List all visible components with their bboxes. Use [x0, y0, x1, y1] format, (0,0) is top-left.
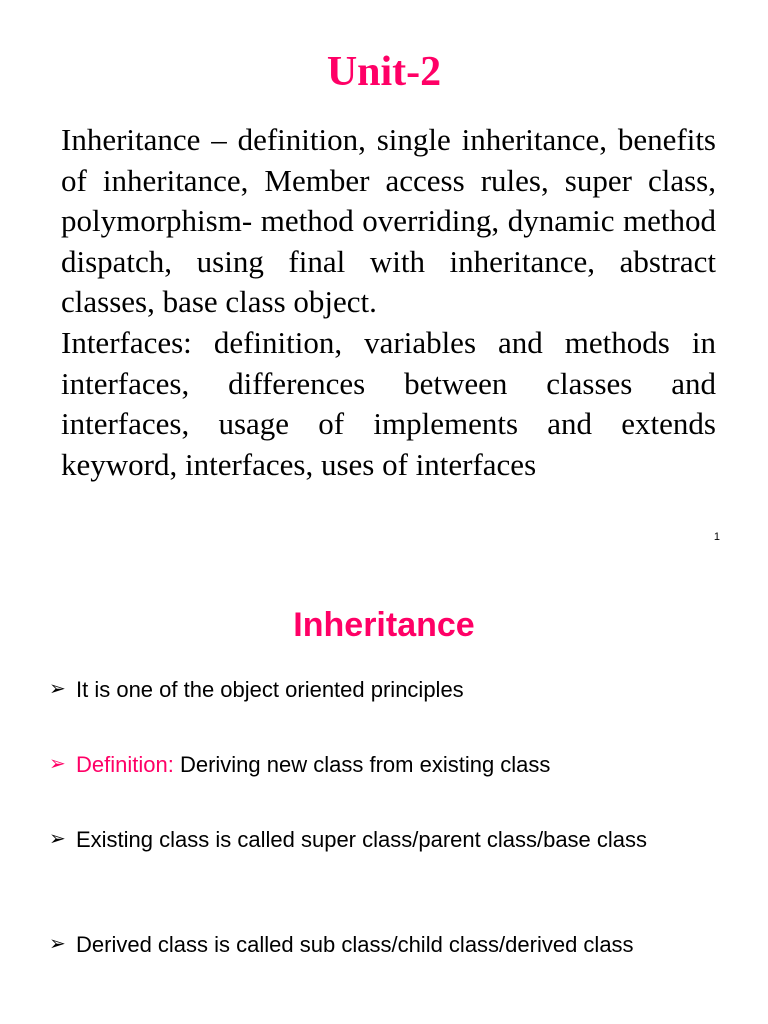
slide-inheritance	[0, 560, 768, 1024]
bullet-item-super-class	[49, 824, 729, 855]
bullet-text: It is one of the object oriented principles	[76, 677, 464, 702]
bullet-item-oop-principle	[49, 674, 729, 705]
definition-label: Definition:	[76, 752, 174, 777]
arrow-bullet-icon: ➢	[49, 828, 66, 850]
syllabus-paragraph-inheritance: Inheritance – definition, single inheritance, benefits of inheritance, Member access rules, super class, polymorphism- method overriding, dynamic method dispatch, using final with inheritance, abstract classes, base class object.	[61, 122, 716, 320]
page-number: 1	[713, 531, 720, 543]
unit-title: Unit-2	[326, 49, 442, 95]
bullet-text: Existing class is called super class/parent class/base class	[76, 827, 648, 852]
arrow-bullet-icon: ➢	[49, 933, 66, 955]
syllabus-text	[61, 120, 716, 485]
arrow-bullet-icon: ➢	[49, 753, 66, 775]
arrow-bullet-icon: ➢	[49, 678, 66, 700]
bullet-item-sub-class	[49, 929, 729, 960]
bullet-text: Derived class is called sub class/child class/derived class	[76, 932, 634, 957]
slide-title: Inheritance	[293, 606, 475, 644]
syllabus-paragraph-interfaces: Interfaces: definition, variables and methods in interfaces, differences between classes and interfaces, usage of implements and extends keyword, interfaces, uses of interfaces	[61, 324, 716, 482]
bullet-item-definition	[49, 749, 729, 780]
bullet-text: Deriving new class from existing class	[173, 752, 551, 777]
